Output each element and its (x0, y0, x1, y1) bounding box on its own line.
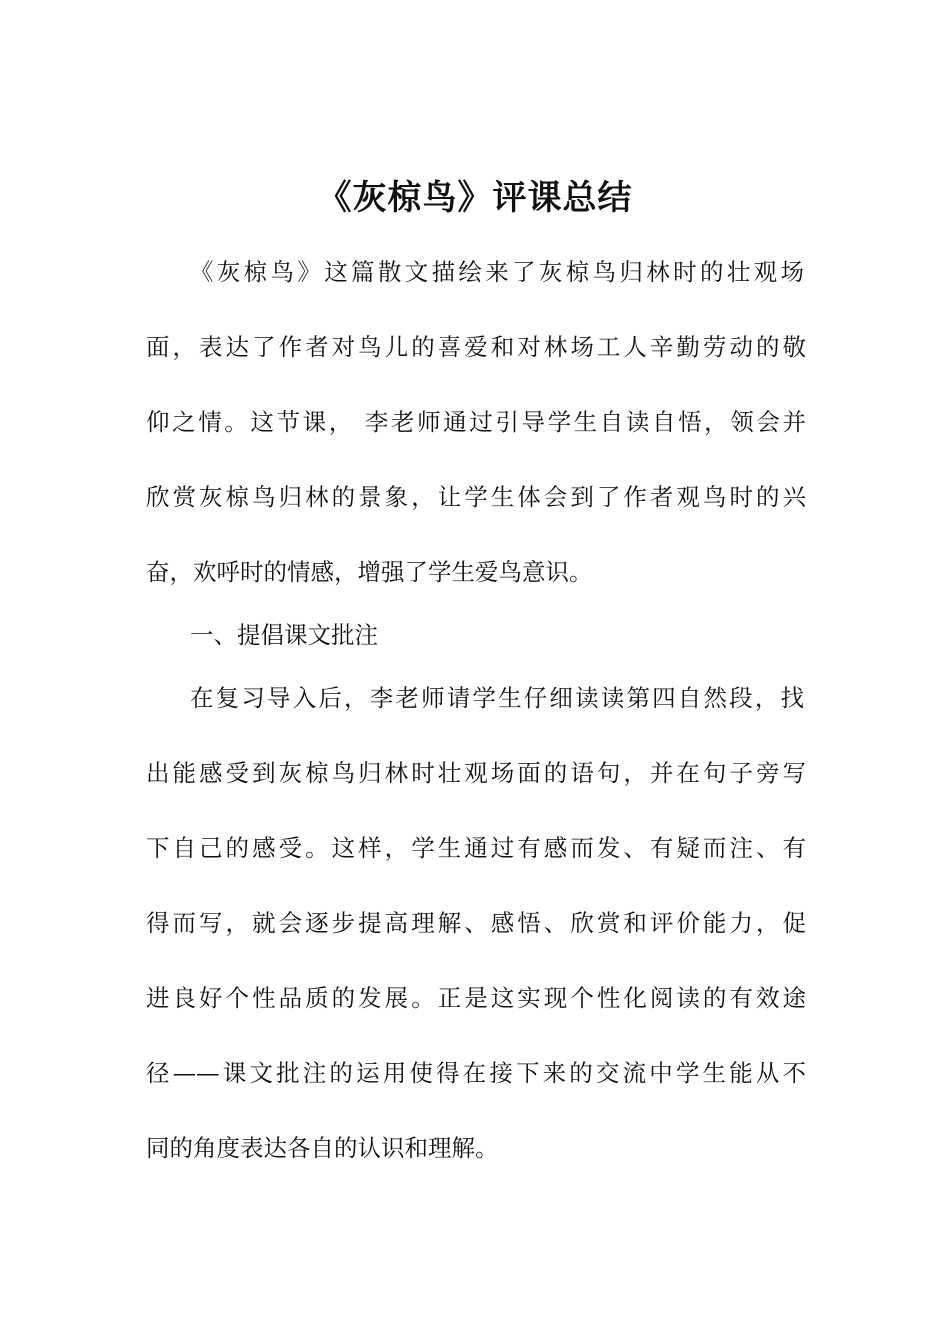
paragraph-1-line-2: 面，表达了作者对鸟儿的喜爱和对林场工人辛勤劳动的敬 (146, 333, 806, 361)
paragraph-2-line-1: 在复习导入后，李老师请学生仔细读读第四自然段，找 (190, 684, 804, 712)
paragraph-2-line-2: 出能感受到灰椋鸟归林时壮观场面的语句，并在句子旁写 (146, 759, 806, 787)
section-heading-1: 一、提倡课文批注 (190, 621, 378, 649)
paragraph-2-line-3: 下自己的感受。这样，学生通过有感而发、有疑而注、有 (146, 834, 806, 862)
paragraph-1-line-4: 欣赏灰椋鸟归林的景象，让学生体会到了作者观鸟时的兴 (146, 483, 806, 511)
paragraph-1-line-3: 仰之情。这节课， 李老师通过引导学生自读自悟，领会并 (146, 408, 806, 436)
paragraph-1-line-1: 《灰椋鸟》这篇散文描绘来了灰椋鸟归林时的壮观场 (190, 258, 804, 286)
paragraph-2-line-6: 径——课文批注的运用使得在接下来的交流中学生能从不 (146, 1059, 806, 1087)
paragraph-1-line-5: 奋，欢呼时的情感，增强了学生爱鸟意识。 (146, 558, 593, 586)
paragraph-2-line-4: 得而写，就会逐步提高理解、感悟、欣赏和评价能力，促 (146, 909, 806, 937)
paragraph-2-line-7: 同的角度表达各自的认识和理解。 (146, 1134, 499, 1162)
paragraph-2-line-5: 进良好个性品质的发展。正是这实现个性化阅读的有效途 (146, 984, 806, 1012)
document-title: 《灰椋鸟》评课总结 (317, 178, 633, 218)
